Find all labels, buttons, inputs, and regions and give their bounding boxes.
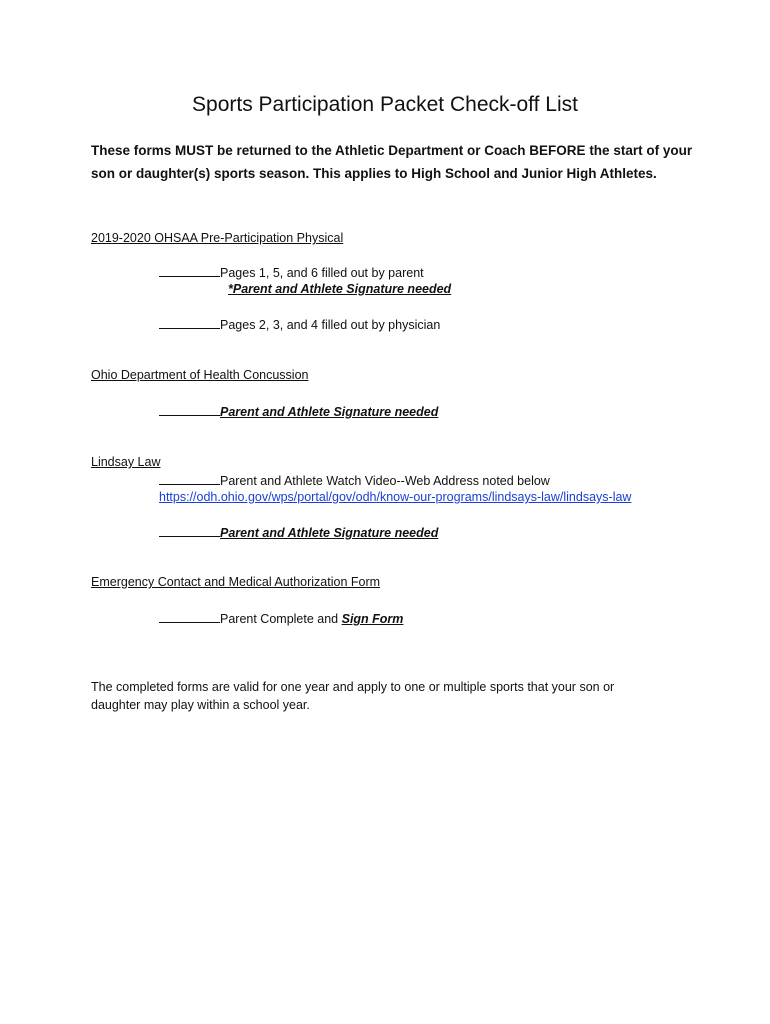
- checklist-item-label: Pages 2, 3, and 4 filled out by physician: [220, 318, 441, 332]
- section-heading-emergency: Emergency Contact and Medical Authorization Form: [91, 575, 381, 589]
- footer-paragraph: The completed forms are valid for one year and apply to one or multiple sports that your son or daughter may play within a school year.: [91, 680, 615, 712]
- checklist-item-physical-parent: [159, 264, 424, 280]
- checkbox-blank-line[interactable]: [159, 610, 220, 623]
- lindsays-law-link[interactable]: https://odh.ohio.gov/wps/portal/gov/odh/know-our-programs/lindsays-law/lindsays-law: [159, 490, 632, 504]
- checkbox-blank-line[interactable]: [159, 472, 220, 485]
- checklist-item-lindsay-signature: [159, 524, 438, 540]
- checklist-item-label: Parent and Athlete Signature needed: [220, 526, 439, 540]
- checklist-item-emergency-form: [159, 610, 403, 626]
- checklist-item-label: Parent and Athlete Signature needed: [220, 405, 439, 419]
- checklist-item-concussion-signature: [159, 403, 438, 419]
- document-title: Sports Participation Packet Check-off List: [192, 93, 578, 116]
- checklist-item-lindsay-video: [159, 472, 550, 488]
- checklist-item-label: Parent Complete and: [220, 612, 342, 626]
- checklist-item-physical-physician: [159, 316, 440, 332]
- signature-note: *Parent and Athlete Signature needed: [228, 282, 452, 296]
- intro-paragraph: These forms MUST be returned to the Athletic Department or Coach BEFORE the start of your son or daughter(s) sports season. This applies to High School and Junior High Athletes.: [91, 143, 693, 181]
- section-heading-concussion: Ohio Department of Health Concussion: [91, 368, 309, 382]
- checklist-item-label: Parent and Athlete Watch Video--Web Address noted below: [220, 474, 550, 488]
- checkbox-blank-line[interactable]: [159, 264, 220, 277]
- section-heading-lindsay-law: Lindsay Law: [91, 455, 161, 469]
- checklist-item-label: Pages 1, 5, and 6 filled out by parent: [220, 266, 424, 280]
- checkbox-blank-line[interactable]: [159, 316, 220, 329]
- checkbox-blank-line[interactable]: [159, 524, 220, 537]
- checkbox-blank-line[interactable]: [159, 403, 220, 416]
- sign-form-emphasis: Sign Form: [341, 612, 404, 626]
- section-heading-physical: 2019-2020 OHSAA Pre-Participation Physical: [91, 231, 344, 245]
